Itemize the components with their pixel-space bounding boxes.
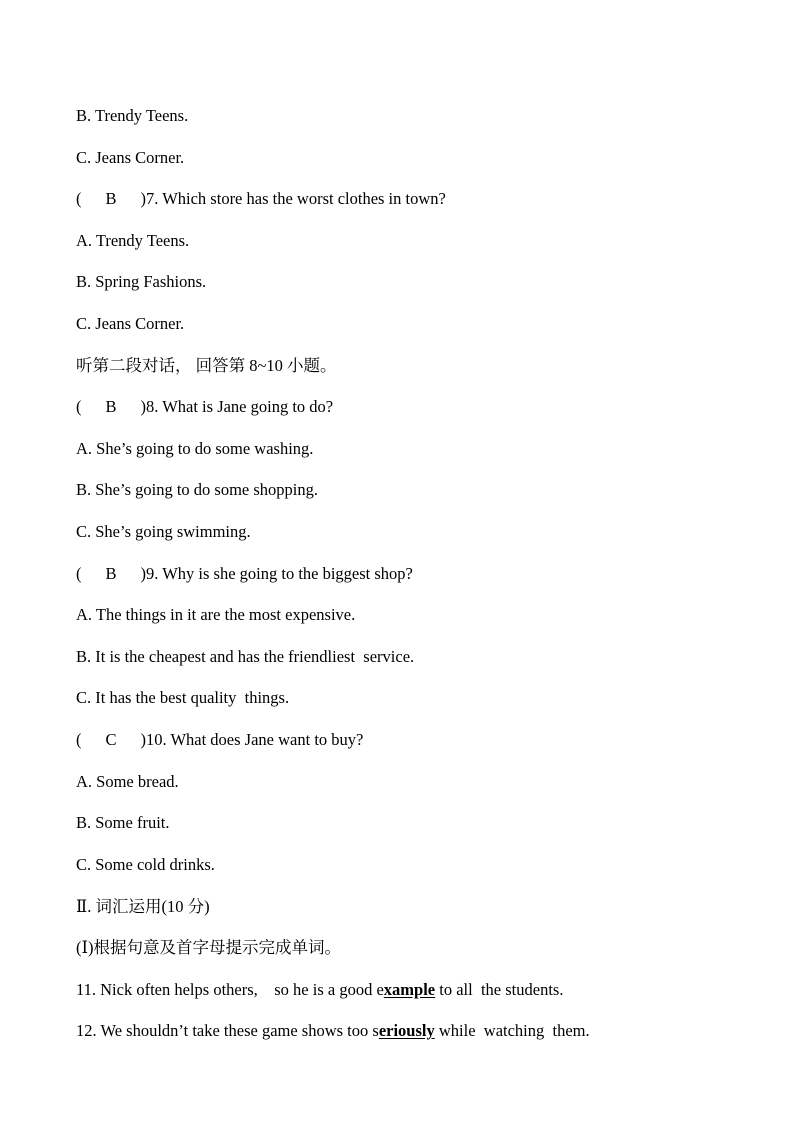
q7-question: 7. Which store has the worst clothes in town? bbox=[146, 189, 446, 208]
q10-option-c: C. Some cold drinks. bbox=[76, 855, 215, 874]
q8-question: 8. What is Jane going to do? bbox=[146, 397, 334, 416]
q7-question-line bbox=[76, 189, 446, 209]
paren-open: ( bbox=[76, 397, 82, 416]
q10-option-a: A. Some bread. bbox=[76, 772, 179, 791]
dialog2-heading: 听第二段对话， 回答第 8~10 小题。 bbox=[76, 356, 337, 375]
paren-open: ( bbox=[76, 564, 82, 583]
q9-question-line bbox=[76, 564, 413, 584]
q9-option-a: A. The things in it are the most expensive. bbox=[76, 605, 356, 624]
q10-question: 10. What does Jane want to buy? bbox=[146, 730, 364, 749]
q8-option-a: A. She’s going to do some washing. bbox=[76, 439, 314, 458]
q9-option-c: C. It has the best quality things. bbox=[76, 688, 290, 707]
q6-option-b: B. Trendy Teens. bbox=[76, 106, 189, 125]
q6-option-c: C. Jeans Corner. bbox=[76, 148, 185, 167]
paren-open: ( bbox=[76, 189, 82, 208]
q8-option-b: B. She’s going to do some shopping. bbox=[76, 480, 319, 499]
q12-line bbox=[76, 1021, 590, 1041]
q12-after: while watching them. bbox=[434, 1021, 590, 1040]
q7-option-a: A. Trendy Teens. bbox=[76, 231, 190, 250]
q8-question-line bbox=[76, 397, 333, 417]
q8-option-c: C. She’s going swimming. bbox=[76, 522, 251, 541]
q10-question-line bbox=[76, 730, 363, 750]
paren-close: ) bbox=[140, 189, 146, 208]
paren-open: ( bbox=[76, 730, 82, 749]
q12-answer: eriously bbox=[378, 1021, 435, 1040]
q11-line bbox=[76, 980, 563, 1000]
paren-close: ) bbox=[140, 730, 146, 749]
q9-option-b: B. It is the cheapest and has the friendliest service. bbox=[76, 647, 415, 666]
q8-answer: B bbox=[105, 397, 117, 416]
q7-answer: B bbox=[105, 189, 117, 208]
q10-option-b: B. Some fruit. bbox=[76, 813, 170, 832]
q7-option-b: B. Spring Fashions. bbox=[76, 272, 207, 291]
q11-after: to all the students. bbox=[435, 980, 564, 999]
q11-answer: xample bbox=[383, 980, 436, 999]
q9-question: 9. Why is she going to the biggest shop? bbox=[146, 564, 413, 583]
q12-before: 12. We shouldn’t take these game shows too s bbox=[76, 1021, 379, 1040]
paren-close: ) bbox=[140, 397, 146, 416]
q10-answer: C bbox=[105, 730, 117, 749]
q11-before: 11. Nick often helps others, so he is a good e bbox=[76, 980, 384, 999]
section-2-title: Ⅱ. 词汇运用(10 分) bbox=[76, 897, 210, 916]
q7-option-c: C. Jeans Corner. bbox=[76, 314, 185, 333]
paren-close: ) bbox=[140, 564, 146, 583]
q9-answer: B bbox=[105, 564, 117, 583]
section-2-instruction: (Ⅰ)根据句意及首字母提示完成单词。 bbox=[76, 938, 342, 957]
